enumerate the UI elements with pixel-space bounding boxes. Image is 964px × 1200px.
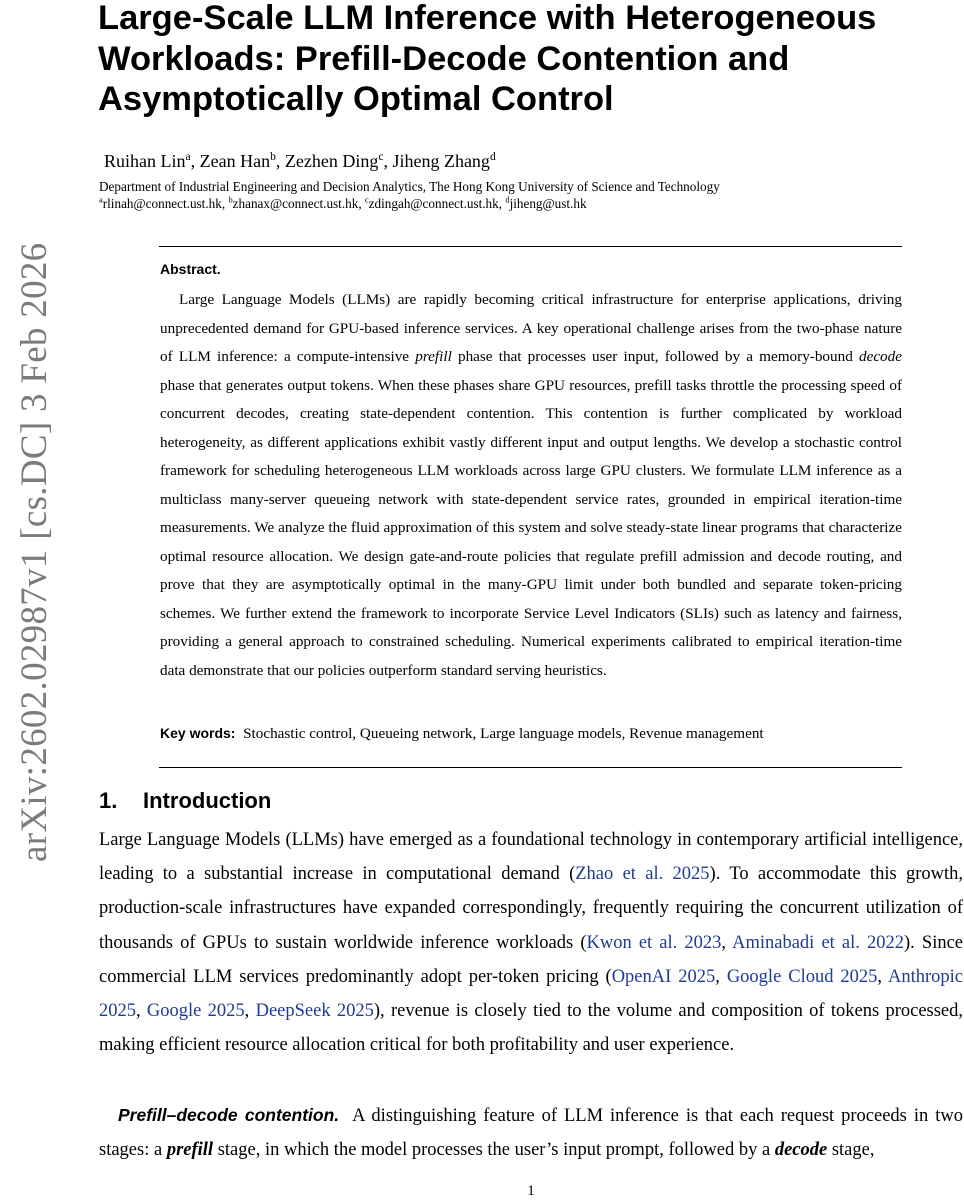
abstract-bottom-rule (159, 767, 902, 768)
email-link[interactable]: zhanax@connect.ust.hk (232, 196, 359, 211)
text-run: , (136, 1001, 147, 1022)
paragraph-run-in-heading: Prefill–decode contention. (118, 1105, 340, 1125)
emphasized-term: decode (858, 348, 902, 365)
introduction-paragraph (99, 823, 963, 1062)
citation-link[interactable]: DeepSeek 2025 (255, 1001, 374, 1022)
text-run: ). To accommodate this growth, production-scale infrastructures have expanded correspondingly, frequently requiring the concurrent utilization of thousands of GPUs to sustain worldwide inference workloads ( (99, 864, 964, 953)
email-link[interactable]: zdingah@connect.ust.hk (368, 196, 499, 211)
abstract-top-rule (159, 246, 902, 247)
citation-link[interactable]: Zhao et al. 2025 (575, 864, 710, 885)
arxiv-identifier: arXiv:2602.02987v1 [cs.DC] 3 Feb 2026 (14, 242, 55, 862)
contention-paragraph (99, 1098, 963, 1167)
text-run: Large Language Models (LLMs) have emerged as a foundational technology in contemporary artificial intelligence, leading to a substantial increase in computational demand ( (99, 830, 963, 885)
text-run: ). Since commercial LLM services predominantly adopt per-token pricing ( (99, 932, 964, 987)
keywords-label: Key words: (160, 725, 236, 741)
text-run: phase that processes user input, followed by a memory-bound (451, 348, 859, 365)
text-run: stage, in which the model processes the user’s input prompt, followed by a (213, 1140, 775, 1161)
author-emails: $^a$rlinah@connect.ust.hk, $^b$zhanax@connect.ust.hk, $^c$zdingah@connect.ust.hk, $^d$jiheng@ust.hk (99, 194, 587, 211)
section-number: 1. (99, 788, 118, 813)
author-name: Zezhen Ding (284, 151, 379, 171)
title-line: Large-Scale LLM Inference with Heterogeneous (98, 0, 877, 37)
affiliation-mark: a (185, 151, 191, 163)
text-run: , (244, 1001, 256, 1022)
text-run: A distinguishing feature of LLM inference is that each request proceeds in two stages: a (99, 1106, 963, 1161)
email-mark: c (364, 194, 369, 205)
emphasized-term: decode (774, 1140, 828, 1161)
text-run: Large Language Models (LLMs) are rapidly becoming critical infrastructure for enterprise applications, driving unprecedented demand for GPU-based inference services. A key operational challenge arises from the two-phase nature of LLM inference: a compute-intensive (160, 291, 902, 365)
author-name: Zean Han (199, 151, 271, 171)
keywords-text: Stochastic control, Queueing network, Large language models, Revenue management (243, 725, 764, 742)
author-list: Ruihan Lin$^a$, Zean Han$^b$, Zezhen Ding$^c$, Jiheng Zhang$^d$ (104, 151, 496, 171)
paper-title (98, 0, 948, 120)
email-mark: a (99, 194, 103, 205)
citation-link[interactable]: Google 2025 (146, 1001, 245, 1022)
citation-link[interactable]: Google Cloud 2025 (726, 966, 878, 987)
title-line: Workloads: Prefill-Decode Contention and (98, 39, 790, 78)
affiliation-mark: b (270, 151, 276, 163)
section-heading-introduction (99, 788, 271, 814)
email-link[interactable]: rlinah@connect.ust.hk (102, 196, 222, 211)
text-run: , (715, 966, 727, 987)
abstract-body (160, 286, 902, 685)
keywords (160, 725, 764, 743)
abstract-heading: Abstract. (160, 261, 221, 277)
citation-link[interactable]: OpenAI 2025 (611, 966, 716, 987)
emphasized-term: prefill (166, 1140, 214, 1161)
affiliation: Department of Industrial Engineering and Decision Analytics, The Hong Kong University of Science and Technology (99, 179, 720, 194)
citation-link[interactable]: Kwon et al. 2023 (586, 932, 722, 953)
arxiv-stamp (0, 0, 70, 1200)
text-run: , (721, 932, 733, 953)
citation-link[interactable]: Aminabadi et al. 2022 (732, 932, 904, 953)
author-name: Ruihan Lin (104, 151, 186, 171)
affiliation-mark: c (378, 151, 384, 163)
affiliation-mark: d (489, 151, 496, 163)
author-name: Jiheng Zhang (392, 151, 490, 171)
text-run: phase that generates output tokens. When these phases share GPU resources, prefill tasks throttle the processing speed of concurrent decodes, creating state-dependent contention. This contention is further complicated by workload heterogeneity, as different applications exhibit vastly different input and output lengths. We develop a stochastic control framework for scheduling heterogeneous LLM workloads across large GPU clusters. We formulate LLM inference as a multiclass many-server queueing network with state-dependent service rates, grounded in empirical iteration-time measurements. We analyze the fluid approximation of this system and solve steady-state linear programs that characterize optimal resource allocation. We design gate-and-route policies that regulate prefill admission and decode routing, and prove that they are asymptotically optimal in the many-GPU limit under both bundled and separate token-pricing schemes. We further extend the framework to incorporate Service Level Indicators (SLIs) such as latency and fairness, providing a general approach to constrained scheduling. Numerical experiments calibrated to empirical iteration-time data demonstrate that our policies outperform standard serving heuristics. (160, 376, 902, 679)
title-line: Asymptotically Optimal Control (98, 80, 614, 118)
page-number: 1 (527, 1183, 535, 1199)
email-mark: b (228, 194, 233, 205)
text-run: ), revenue is closely tied to the volume and composition of tokens processed, making efficient resource allocation critical for both profitability and user experience. (99, 1001, 964, 1056)
emphasized-term: prefill (415, 348, 452, 365)
text-run: stage, (827, 1140, 875, 1161)
email-link[interactable]: jiheng@ust.hk (509, 196, 587, 211)
text-run: , (877, 966, 888, 987)
email-mark: d (505, 194, 510, 205)
section-title: Introduction (143, 788, 272, 813)
citation-link[interactable]: Anthropic 2025 (99, 966, 963, 1022)
